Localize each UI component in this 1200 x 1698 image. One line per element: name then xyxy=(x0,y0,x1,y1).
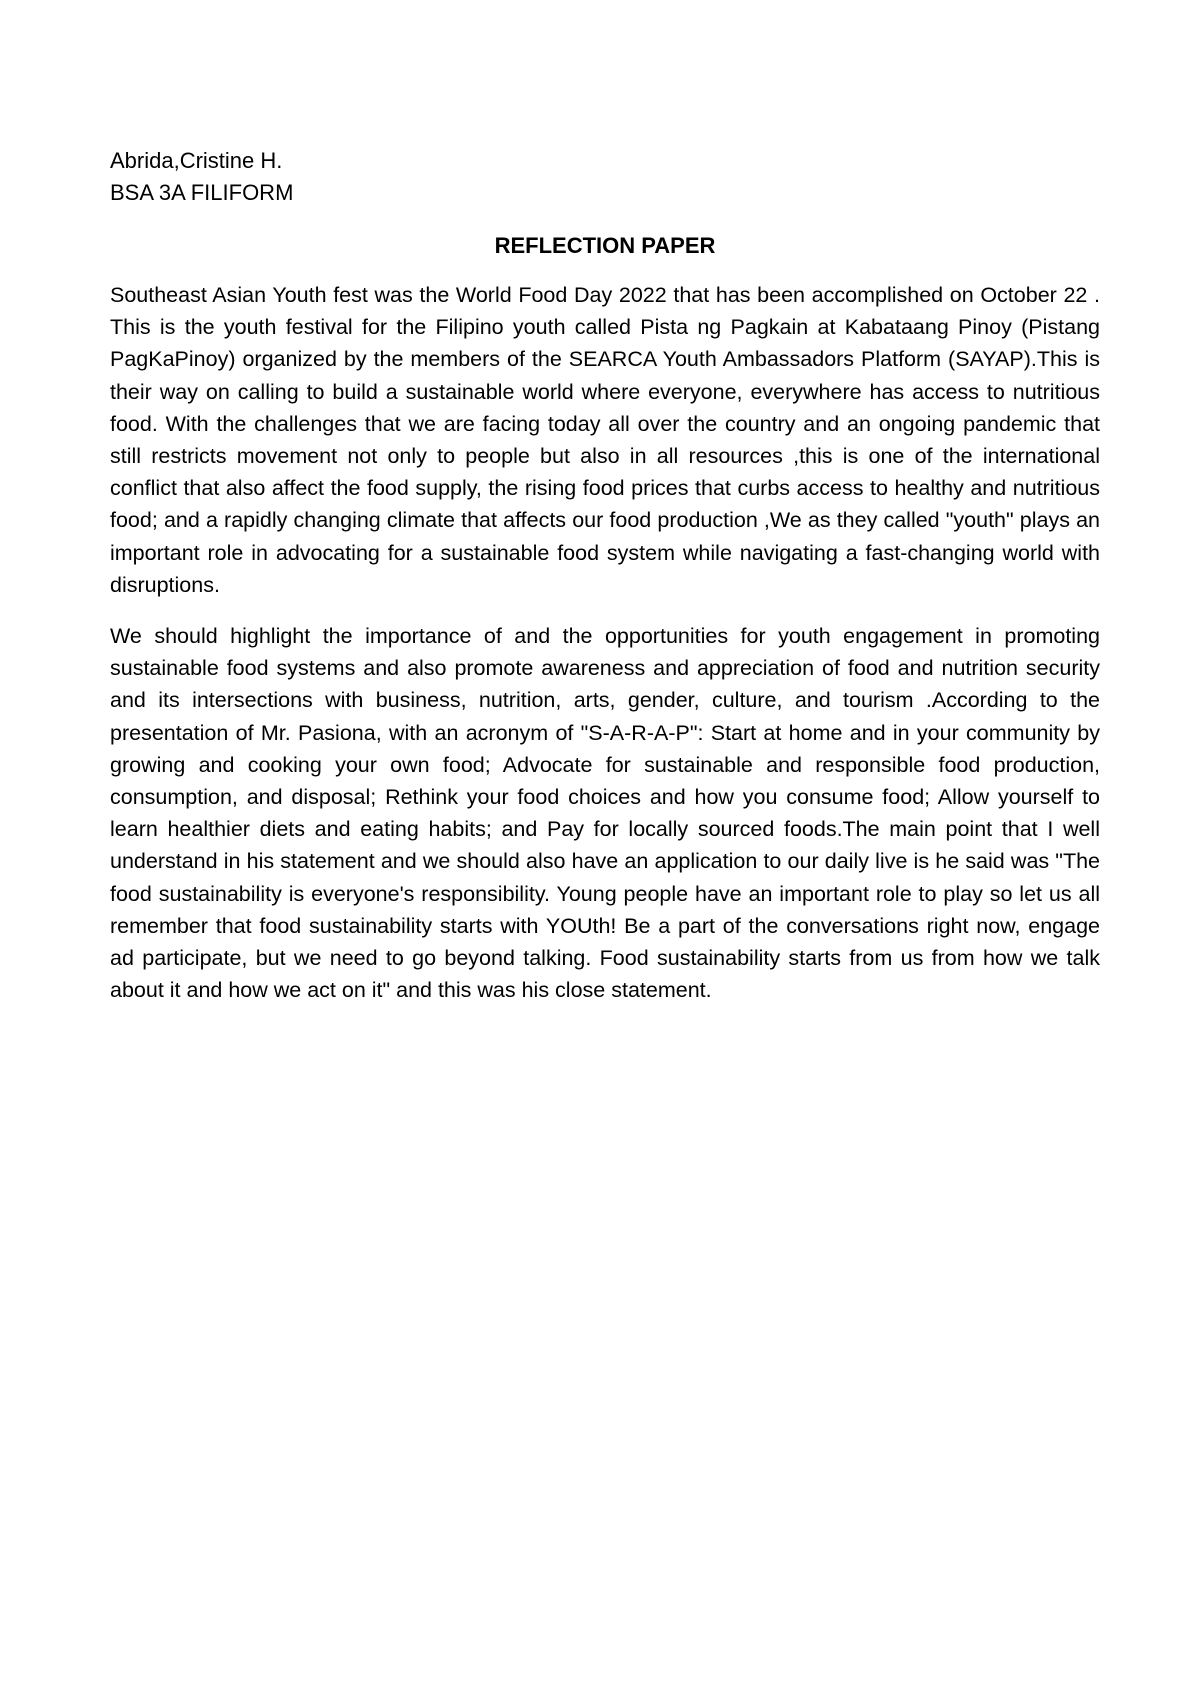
paragraph-2: We should highlight the importance of and the opportunities for youth engagement in promoting sustainable food systems and also promote awareness and appreciation of food and nutrition security and its intersections with business, nutrition, arts, gender, culture, and tourism .According to the presentation of Mr. Pasiona, with an acronym of "S-A-R-A-P": Start at home and in your community by growing and cooking your own food; Advocate for sustainable and responsible food production, consumption, and disposal; Rethink your food choices and how you consume food; Allow yourself to learn healthier diets and eating habits; and Pay for locally sourced foods.The main point that I well understand in his statement and we should also have an application to our daily live is he said was "The food sustainability is everyone's responsibility. Young people have an important role to play so let us all remember that food sustainability starts with YOUth! Be a part of the conversations right now, engage ad participate, but we need to go beyond talking. Food sustainability starts from us from how we talk about it and how we act on it" and this was his close statement. xyxy=(110,624,1100,1003)
document-content xyxy=(110,145,1100,1025)
document-title: REFLECTION PAPER xyxy=(494,233,716,258)
paragraph-1: Southeast Asian Youth fest was the World Food Day 2022 that has been accomplished on October 22 . This is the youth festival for the Filipino youth called Pista ng Pagkain at Kabataang Pinoy (Pistang PagKaPinoy) organized by the members of the SEARCA Youth Ambassadors Platform (SAYAP).This is their way on calling to build a sustainable world where everyone, everywhere has access to nutritious food. With the challenges that we are facing today all over the country and an ongoing pandemic that still restricts movement not only to people but also in all resources ,this is one of the international conflict that also affect the food supply, the rising food prices that curbs access to healthy and nutritious food; and a rapidly changing climate that affects our food production ,We as they called "youth" plays an important role in advocating for a sustainable food system while navigating a fast-changing world with disruptions. xyxy=(110,283,1100,597)
author-name: Abrida,Cristine H. xyxy=(110,148,283,173)
course-section: BSA 3A FILIFORM xyxy=(110,180,294,205)
